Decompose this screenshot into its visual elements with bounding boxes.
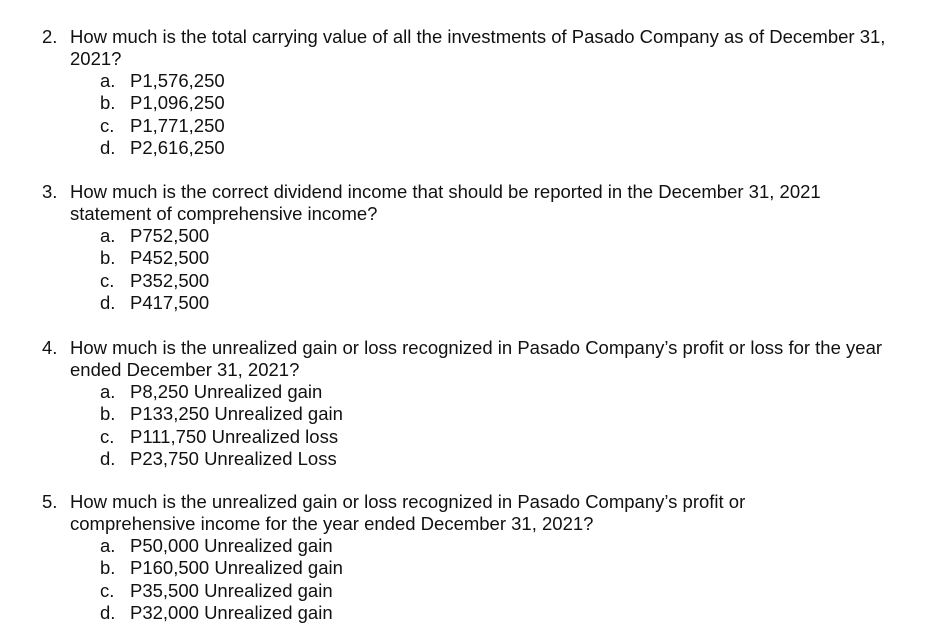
option-list <box>42 535 802 624</box>
question-number: 5. <box>42 491 58 512</box>
option-c <box>100 115 902 137</box>
option-letter: b. <box>100 92 116 114</box>
option-a <box>100 70 902 92</box>
option-text: P160,500 Unrealized gain <box>130 557 343 579</box>
option-letter: a. <box>100 225 116 246</box>
question-text: How much is the unrealized gain or loss recognized in Pasado Company’s profit or comprehensive income for the year ended December 31, 2021? <box>70 491 746 534</box>
option-letter: c. <box>100 114 115 136</box>
option-list <box>42 70 902 159</box>
question-5 <box>42 491 802 624</box>
option-a <box>100 381 887 403</box>
option-text: P8,250 Unrealized gain <box>130 381 323 402</box>
option-b <box>100 403 887 425</box>
option-text: P752,500 <box>130 225 210 246</box>
question-stem <box>42 337 887 381</box>
option-letter: c. <box>100 425 115 447</box>
option-text: P35,500 Unrealized gain <box>130 579 333 601</box>
question-number: 2. <box>42 26 58 47</box>
option-c <box>100 426 887 448</box>
option-letter: b. <box>100 403 116 425</box>
option-letter: a. <box>100 70 116 91</box>
option-text: P23,750 Unrealized Loss <box>130 447 337 469</box>
question-3 <box>42 181 862 314</box>
question-number: 3. <box>42 181 58 202</box>
question-stem <box>42 491 802 535</box>
option-d <box>100 292 862 314</box>
option-c <box>100 270 862 292</box>
option-letter: b. <box>100 247 116 269</box>
option-letter: d. <box>100 136 116 158</box>
option-letter: d. <box>100 601 116 623</box>
option-text: P2,616,250 <box>130 136 225 158</box>
question-text: How much is the total carrying value of all the investments of Pasado Company as of December 31, 2021? <box>70 26 886 69</box>
question-text: How much is the unrealized gain or loss recognized in Pasado Company’s profit or loss for the year ended December 31, 2021? <box>70 337 883 380</box>
option-d <box>100 448 887 470</box>
option-b <box>100 92 902 114</box>
option-list <box>42 381 887 470</box>
option-letter: a. <box>100 535 116 556</box>
option-list <box>42 225 862 314</box>
option-text: P1,771,250 <box>130 114 225 136</box>
option-text: P352,500 <box>130 269 210 291</box>
question-stem <box>42 181 862 225</box>
question-4 <box>42 337 887 470</box>
option-text: P50,000 Unrealized gain <box>130 535 333 556</box>
option-text: P1,576,250 <box>130 70 225 91</box>
option-letter: c. <box>100 269 115 291</box>
option-b <box>100 247 862 269</box>
option-letter: a. <box>100 381 116 402</box>
option-text: P32,000 Unrealized gain <box>130 601 333 623</box>
option-a <box>100 535 802 557</box>
option-text: P452,500 <box>130 247 210 269</box>
option-text: P111,750 Unrealized loss <box>130 425 339 447</box>
option-letter: c. <box>100 579 115 601</box>
question-number: 4. <box>42 337 58 358</box>
option-b <box>100 557 802 579</box>
option-a <box>100 225 862 247</box>
question-2 <box>42 26 902 159</box>
option-text: P1,096,250 <box>130 92 225 114</box>
option-c <box>100 580 802 602</box>
question-stem <box>42 26 902 70</box>
option-letter: d. <box>100 447 116 469</box>
option-d <box>100 137 902 159</box>
option-d <box>100 602 802 624</box>
option-letter: b. <box>100 557 116 579</box>
option-text: P133,250 Unrealized gain <box>130 403 343 425</box>
question-text: How much is the correct dividend income that should be reported in the December 31, 2021 statement of comprehensive income? <box>70 181 821 224</box>
option-text: P417,500 <box>130 291 210 313</box>
option-letter: d. <box>100 291 116 313</box>
